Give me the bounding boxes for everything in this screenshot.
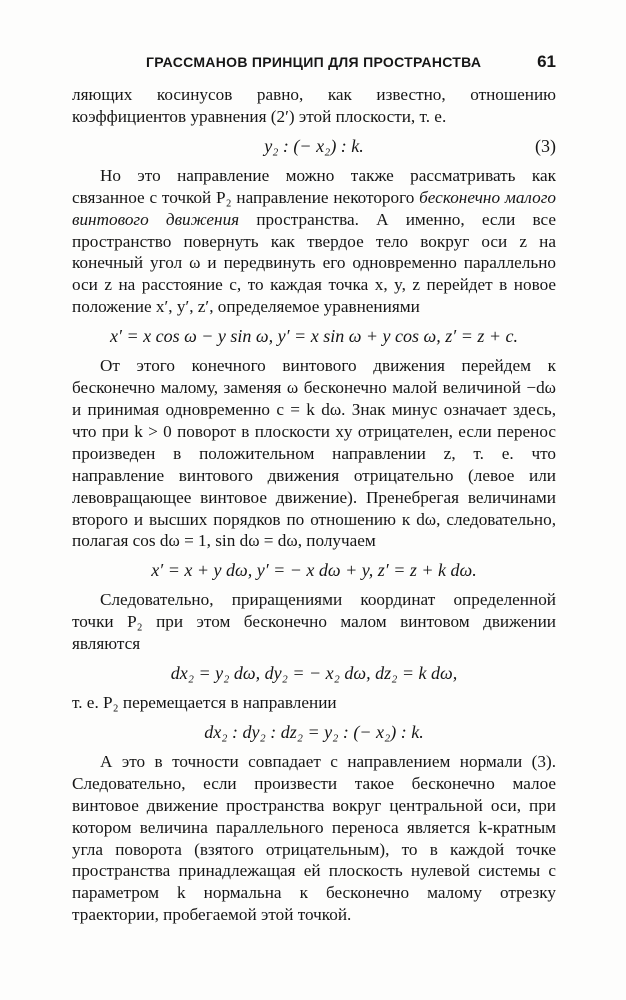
equation-infinitesimal-screw: x′ = x + y dω, y′ = − x dω + y, z′ = z + k dω.	[151, 560, 477, 581]
paragraph-3: От этого конечного винтового движения перейдем к бесконечно малому, заменяя ω бесконечно малой величиной −dω и принимая одновременно c = k dω. Знак минус означает здесь, что при k > 0 поворот в плоскости xy отрицателен, если перенос произведен в положительном направлении z, т. е. что направление винтового движения отрицательно (левое или левовращающее винтовое движение). Пренебрегая величинами второго и высших порядков по отношению к dω, следовательно, полагая cos dω = 1, sin dω = dω, получаем	[72, 356, 556, 551]
paragraph-2	[72, 165, 556, 318]
paragraph-5: т. е. P₂ перемещается в направлении	[72, 693, 337, 713]
paragraph-2-start: Но это направление можно также рассматривать как связанное с точкой P₂ направление некоторого	[72, 165, 556, 207]
page-header	[72, 52, 556, 76]
emphasized-term: бесконечно малого винтового движения	[72, 187, 557, 229]
page-number: 61	[537, 52, 556, 71]
paragraph-4: Следовательно, приращениями координат определенной точки P₂ при этом бесконечно малом винтовом движении являются	[72, 590, 556, 654]
equation-direction: dx₂ : dy₂ : dz₂ = y₂ : (− x₂) : k.	[204, 721, 424, 742]
body-text	[72, 84, 556, 926]
paragraph-6: А это в точности совпадает с направлением нормали (3). Следовательно, если произвести такое бесконечно малое винтовое движение пространства вокруг центральной оси, при котором величина параллельного переноса является k-кратным угла поворота (взятого отрицательным), то в каждой точке пространства принадлежащая ей плоскость нулевой системы с параметром k нормальна к бесконечно малому отрезку траектории, пробегаемой этой точкой.	[72, 751, 556, 925]
equation-number: (3)	[535, 135, 556, 156]
paragraph-1: ляющих косинусов равно, как известно, отношению коэффициентов уравнения (2′) этой плоскости, т. е.	[72, 85, 556, 126]
equation-finite-screw: x′ = x cos ω − y sin ω, y′ = x sin ω + y cos ω, z′ = z + c.	[110, 326, 518, 347]
equation-increments: dx₂ = y₂ dω, dy₂ = − x₂ dω, dz₂ = k dω,	[170, 663, 458, 684]
equation-3	[72, 134, 556, 158]
paragraph-2-rest: пространства. А именно, если все пространство повернуть как твердое тело вокруг оси z на конечный угол ω и передвинуть его одновременно параллельно оси z на расстояние c, то каждая точка x, y, z перейдет в новое положение x′, y′, z′, определяемое уравнениями	[72, 209, 557, 317]
equation-3-body: y₂ : (− x₂) : k.	[264, 135, 364, 156]
running-head: ГРАССМАНОВ ПРИНЦИП ДЛЯ ПРОСТРАНСТВА	[146, 54, 482, 70]
